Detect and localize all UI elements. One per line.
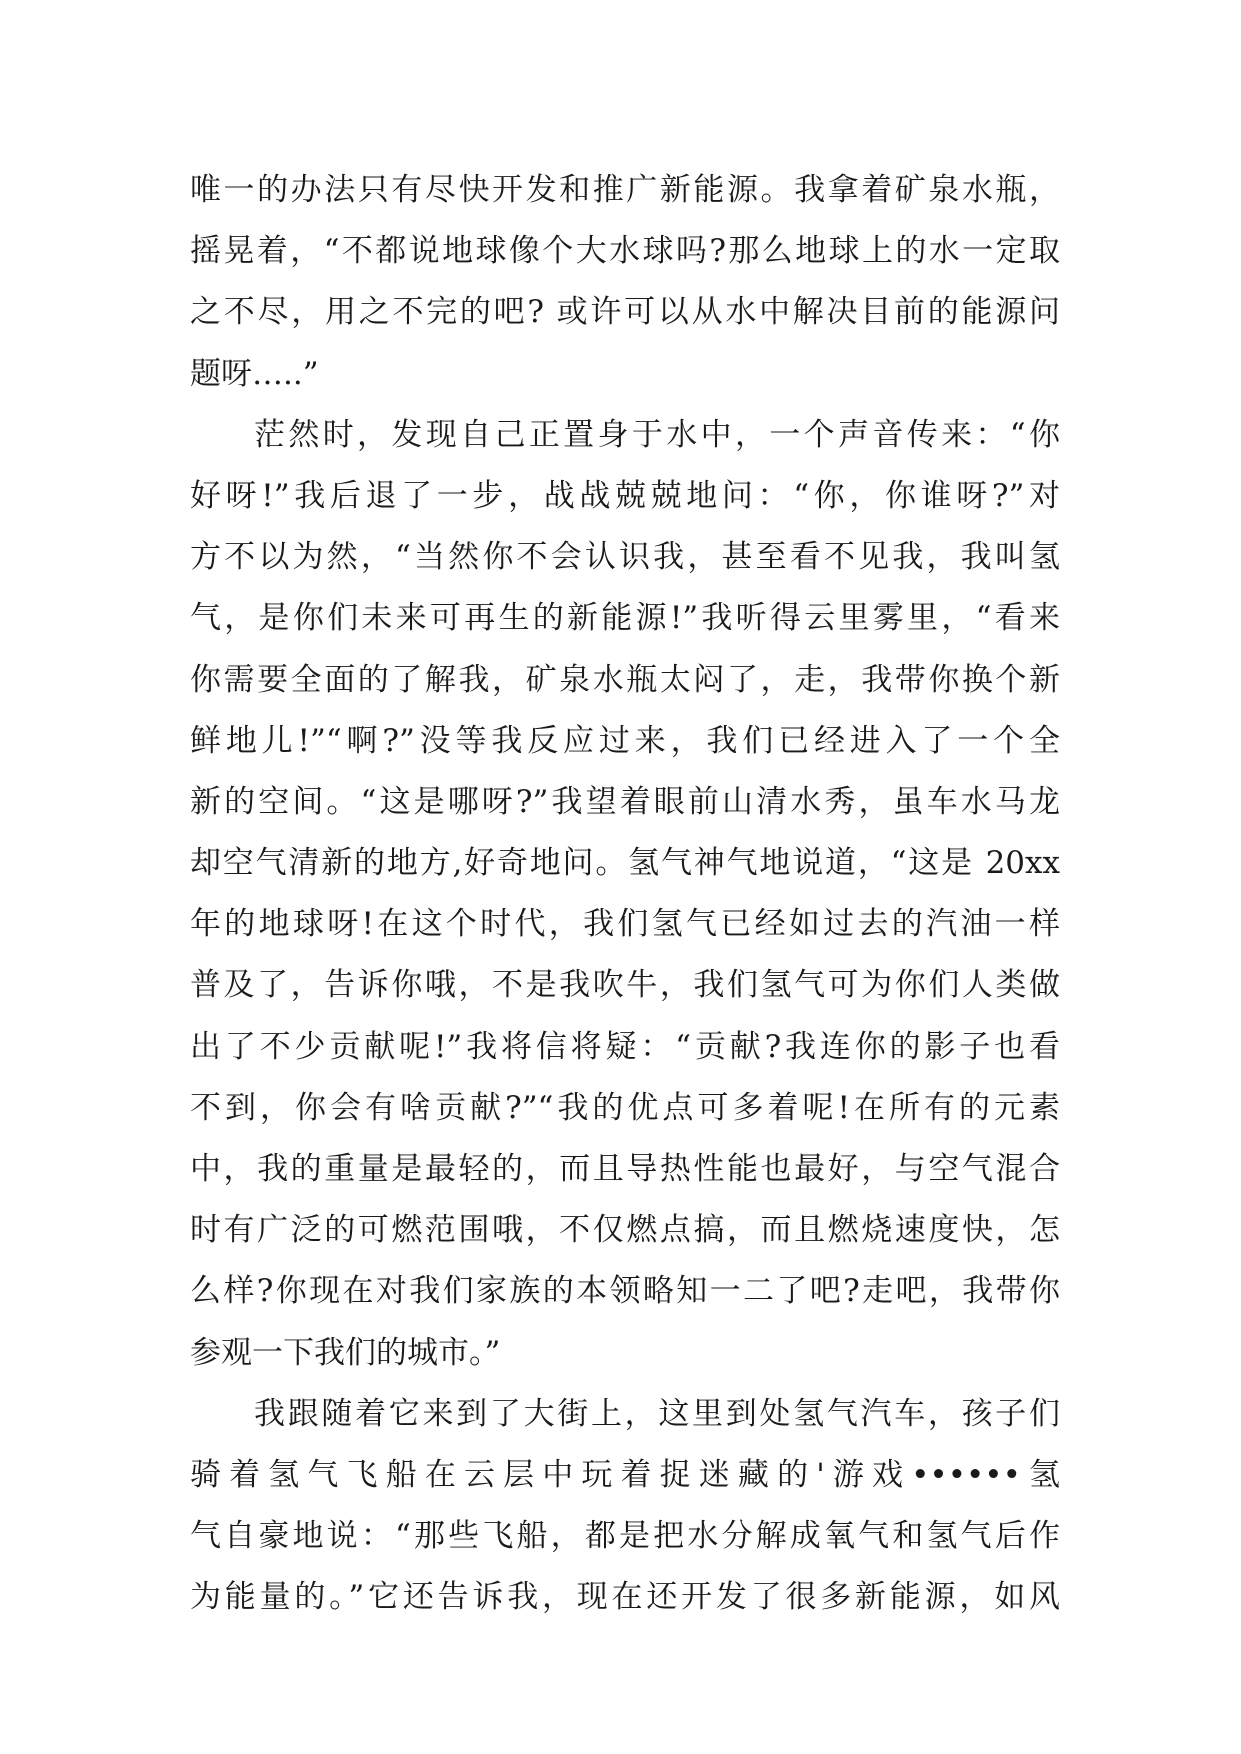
paragraph-1 <box>190 160 1060 405</box>
text-line: 为能量的。”它还告诉我，现在还开发了很多新能源，如风 <box>190 1579 1060 1616</box>
text-line: 方不以为然，“当然你不会认识我，甚至看不见我，我叫氢 <box>190 539 1060 576</box>
text-line: 我跟随着它来到了大街上，这里到处氢气汽车，孩子们 <box>254 1395 1060 1432</box>
text-line: 年的地球呀!在这个时代，我们氢气已经如过去的汽油一样 <box>190 906 1060 943</box>
text-line: 题呀…..” <box>190 355 319 392</box>
text-line: 中，我的重量是最轻的，而且导热性能也最好，与空气混合 <box>190 1151 1060 1187</box>
text-line: 气，是你们未来可再生的新能源!”我听得云里雾里，“看来 <box>190 600 1060 637</box>
text-line: 好呀!”我后退了一步，战战兢兢地问：“你，你谁呀?”对 <box>190 477 1060 514</box>
text-line: 出了不少贡献呢!”我将信将疑：“贡献?我连你的影子也看 <box>190 1028 1060 1065</box>
text-line: 鲜地儿!”“啊?”没等我反应过来，我们已经进入了一个全 <box>190 722 1060 759</box>
text-line: 普及了，告诉你哦，不是我吹牛，我们氢气可为你们人类做 <box>190 967 1060 1004</box>
text-line: 参观一下我们的城市。” <box>190 1334 501 1371</box>
text-line: 之不尽，用之不完的吧? 或许可以从水中解决目前的能源问 <box>190 294 1060 331</box>
text-line: 不到，你会有啥贡献?”“我的优点可多着呢!在所有的元素 <box>190 1089 1060 1126</box>
paragraph-3 <box>190 1384 1060 1629</box>
text-line: 时有广泛的可燃范围哦，不仅燃点搞，而且燃烧速度快，怎 <box>190 1212 1060 1249</box>
text-line: 骑着氢气飞船在云层中玩着捉迷藏的'游戏••••••氢 <box>190 1456 1060 1493</box>
text-line: 却空气清新的地方,好奇地问。氢气神气地说道，“这是 20xx <box>190 845 1060 882</box>
text-line: 么样?你现在对我们家族的本领略知一二了吧?走吧，我带你 <box>190 1273 1060 1310</box>
text-line: 气自豪地说：“那些飞船，都是把水分解成氧气和氢气后作 <box>190 1518 1060 1555</box>
text-line: 茫然时，发现自己正置身于水中，一个声音传来：“你 <box>254 416 1060 453</box>
text-line: 摇晃着，“不都说地球像个大水球吗?那么地球上的水一定取 <box>190 233 1060 270</box>
text-line: 新的空间。“这是哪呀?”我望着眼前山清水秀，虽车水马龙 <box>190 783 1060 820</box>
paragraph-2 <box>190 405 1060 1384</box>
text-line: 唯一的办法只有尽快开发和推广新能源。我拿着矿泉水瓶， <box>190 172 1060 208</box>
text-line: 你需要全面的了解我，矿泉水瓶太闷了，走，我带你换个新 <box>190 661 1060 698</box>
body-text <box>190 160 1060 1629</box>
